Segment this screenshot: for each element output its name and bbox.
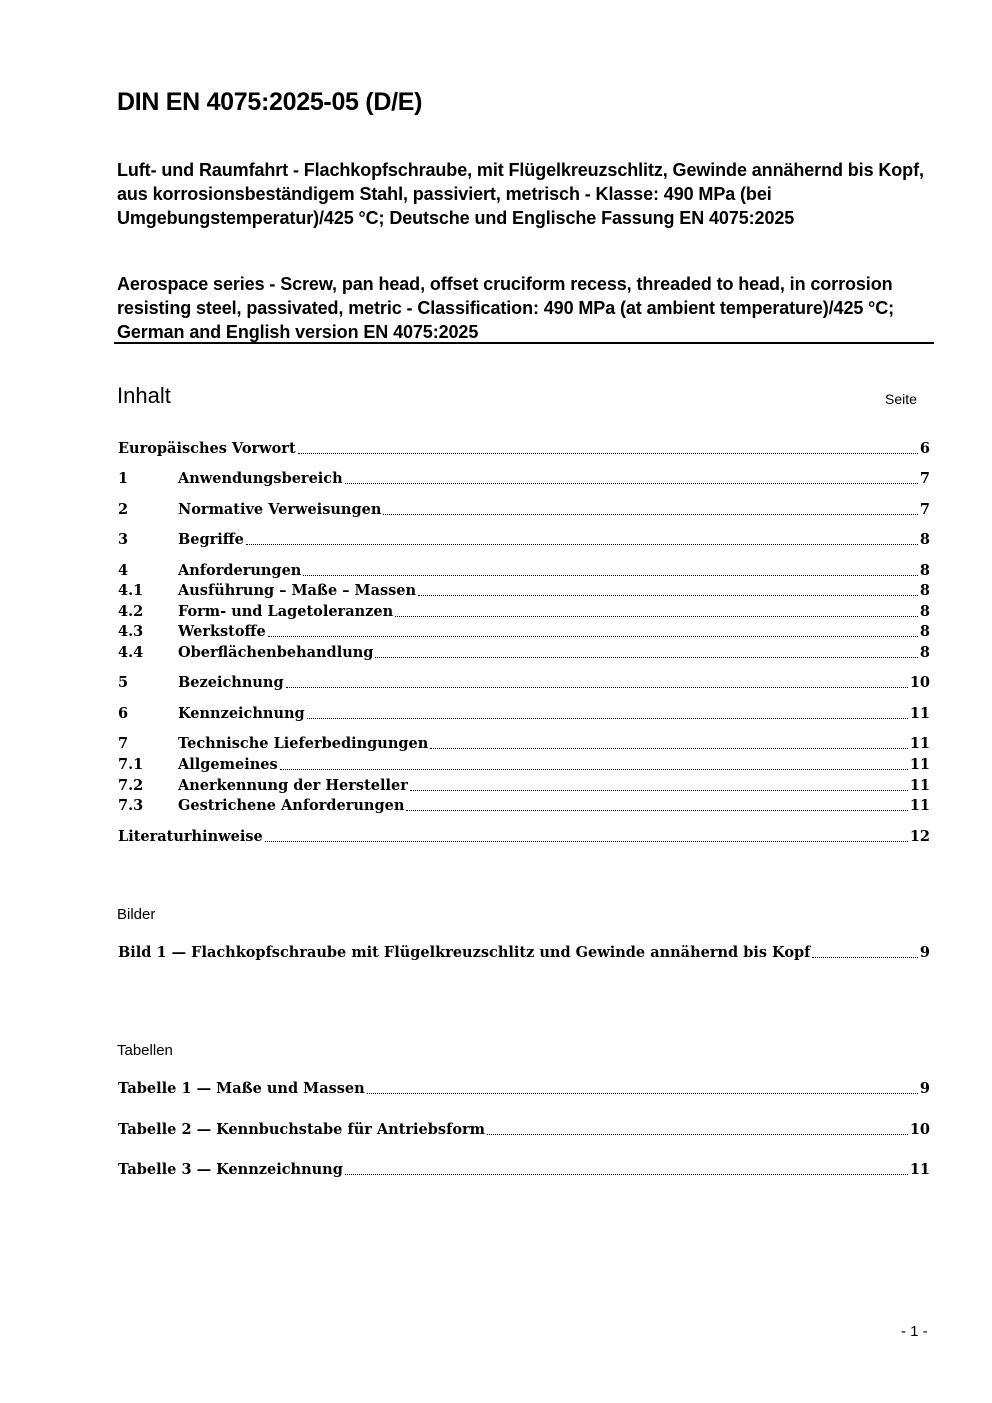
toc-entry-number: 7.3 bbox=[118, 797, 144, 814]
toc-entry-number: 4.1 bbox=[118, 582, 144, 599]
toc-entry-7-2[interactable] bbox=[118, 775, 930, 795]
title-german: Luft- und Raumfahrt - Flachkopfschraube, mit Flügelkreuzschlitz, Gewinde annähernd bis Kopf, aus korrosionsbeständigem Stahl, passiviert, metrisch - Klasse: 490 MPa (bei Umgebungstemperatur)/425 °C; Deutsche und Englische Fassung EN 4075:2025 bbox=[117, 160, 924, 228]
toc-entry-page: 11 bbox=[909, 756, 930, 773]
table-entry-1[interactable] bbox=[118, 1078, 930, 1098]
toc-entry-page: 11 bbox=[909, 797, 930, 814]
toc-leader-dots bbox=[487, 1134, 908, 1135]
toc-entry-5[interactable] bbox=[118, 672, 930, 692]
toc-leader-dots bbox=[345, 483, 918, 484]
toc-leader-dots bbox=[395, 616, 918, 617]
toc-entry-number: 7 bbox=[118, 735, 129, 752]
toc-leader-dots bbox=[406, 810, 907, 811]
toc-entry-4-2[interactable] bbox=[118, 601, 930, 621]
figures-heading: Bilder bbox=[117, 906, 156, 923]
toc-entry-page: 11 bbox=[909, 777, 930, 794]
toc-entry-foreword[interactable] bbox=[118, 438, 930, 458]
toc-entry-label: Literaturhinweise bbox=[118, 828, 263, 845]
toc-entry-number: 5 bbox=[118, 674, 129, 691]
toc-entry-page: 11 bbox=[909, 705, 930, 722]
table-entry-page: 9 bbox=[919, 1080, 930, 1097]
toc-entry-label: Oberflächenbehandlung bbox=[178, 644, 374, 661]
toc-entry-7-1[interactable] bbox=[118, 754, 930, 774]
toc-leader-dots bbox=[383, 514, 918, 515]
title-divider bbox=[114, 342, 934, 344]
toc-entry-label: Gestrichene Anforderungen bbox=[178, 797, 405, 814]
toc-entry-3[interactable] bbox=[118, 529, 930, 549]
toc-entry-label: Werkstoffe bbox=[178, 623, 266, 640]
page-number: - 1 - bbox=[901, 1323, 928, 1340]
figure-entry-label: Bild 1 — Flachkopfschraube mit Flügelkreuzschlitz und Gewinde annähernd bis Kopf bbox=[118, 944, 811, 961]
toc-entry-label: Europäisches Vorwort bbox=[118, 440, 296, 457]
toc-entry-page: 6 bbox=[919, 440, 930, 457]
toc-entry-page: 7 bbox=[919, 470, 930, 487]
toc-entry-label: Anwendungsbereich bbox=[178, 470, 343, 487]
toc-entry-label: Ausführung – Maße – Massen bbox=[178, 582, 417, 599]
toc-entry-page: 8 bbox=[919, 644, 930, 661]
toc-leader-dots bbox=[430, 748, 908, 749]
table-entry-3[interactable] bbox=[118, 1159, 930, 1179]
toc-entry-number: 4.4 bbox=[118, 644, 144, 661]
toc-entry-number: 7.1 bbox=[118, 756, 144, 773]
toc-entry-1[interactable] bbox=[118, 468, 930, 488]
toc-entry-number: 6 bbox=[118, 705, 129, 722]
toc-entry-2[interactable] bbox=[118, 499, 930, 519]
toc-entry-number: 1 bbox=[118, 470, 129, 487]
table-entry-label: Tabelle 3 — Kennzeichnung bbox=[118, 1161, 343, 1178]
toc-entry-number: 4.2 bbox=[118, 603, 144, 620]
toc-heading: Inhalt bbox=[117, 383, 171, 408]
toc-entry-4-3[interactable] bbox=[118, 621, 930, 641]
toc-page-column-label: Seite bbox=[885, 391, 917, 407]
toc-leader-dots bbox=[367, 1093, 918, 1094]
toc-leader-dots bbox=[307, 718, 908, 719]
title-english: Aerospace series - Screw, pan head, offset cruciform recess, threaded to head, in corrosion resisting steel, passivated, metric - Classification: 490 MPa (at ambient temperature)/425 °C; German and English version EN 4075:2025 bbox=[117, 274, 895, 342]
toc-entry-label: Anerkennung der Hersteller bbox=[178, 777, 408, 794]
toc-leader-dots bbox=[303, 575, 918, 576]
toc-entry-label: Technische Lieferbedingungen bbox=[178, 735, 429, 752]
toc-leader-dots bbox=[812, 957, 918, 958]
toc-leader-dots bbox=[265, 841, 908, 842]
toc-entry-page: 10 bbox=[909, 674, 930, 691]
toc-entry-bibliography[interactable] bbox=[118, 826, 930, 846]
toc-entry-7-3[interactable] bbox=[118, 795, 930, 815]
toc-leader-dots bbox=[298, 453, 918, 454]
toc-entry-page: 8 bbox=[919, 623, 930, 640]
table-entry-page: 10 bbox=[909, 1121, 930, 1138]
toc-leader-dots bbox=[246, 544, 918, 545]
toc-entry-page: 12 bbox=[909, 828, 930, 845]
toc-entry-page: 7 bbox=[919, 501, 930, 518]
toc-entry-page: 8 bbox=[919, 603, 930, 620]
toc-entry-7[interactable] bbox=[118, 733, 930, 753]
toc-entry-number: 2 bbox=[118, 501, 129, 518]
figure-entry-1[interactable] bbox=[118, 942, 930, 962]
toc-entry-page: 11 bbox=[909, 735, 930, 752]
document-title: DIN EN 4075:2025-05 (D/E) bbox=[117, 88, 423, 116]
toc-entry-number: 4.3 bbox=[118, 623, 144, 640]
toc-leader-dots bbox=[410, 790, 908, 791]
toc-entry-6[interactable] bbox=[118, 703, 930, 723]
toc-entry-number: 7.2 bbox=[118, 777, 144, 794]
toc-entry-page: 8 bbox=[919, 562, 930, 579]
table-entry-label: Tabelle 1 — Maße und Massen bbox=[118, 1080, 365, 1097]
table-entry-label: Tabelle 2 — Kennbuchstabe für Antriebsform bbox=[118, 1121, 485, 1138]
toc-entry-label: Anforderungen bbox=[178, 562, 302, 579]
table-entry-page: 11 bbox=[909, 1161, 930, 1178]
tables-heading: Tabellen bbox=[117, 1042, 173, 1059]
toc-entry-label: Bezeichnung bbox=[178, 674, 284, 691]
figure-entry-page: 9 bbox=[919, 944, 930, 961]
toc-entry-number: 4 bbox=[118, 562, 129, 579]
toc-leader-dots bbox=[418, 595, 918, 596]
toc-leader-dots bbox=[375, 657, 917, 658]
toc-entry-4-1[interactable] bbox=[118, 580, 930, 600]
toc-leader-dots bbox=[280, 769, 908, 770]
toc-leader-dots bbox=[286, 687, 908, 688]
table-entry-2[interactable] bbox=[118, 1119, 930, 1139]
toc-entry-label: Normative Verweisungen bbox=[178, 501, 382, 518]
toc-entry-label: Allgemeines bbox=[178, 756, 278, 773]
toc-entry-label: Kennzeichnung bbox=[178, 705, 305, 722]
toc-entry-label: Form- und Lagetoleranzen bbox=[178, 603, 394, 620]
toc-entry-page: 8 bbox=[919, 582, 930, 599]
toc-leader-dots bbox=[268, 636, 918, 637]
toc-entry-4-4[interactable] bbox=[118, 642, 930, 662]
toc-entry-number: 3 bbox=[118, 531, 129, 548]
toc-entry-label: Begriffe bbox=[178, 531, 244, 548]
toc-leader-dots bbox=[345, 1174, 908, 1175]
toc-entry-page: 8 bbox=[919, 531, 930, 548]
toc-entry-4[interactable] bbox=[118, 560, 930, 580]
